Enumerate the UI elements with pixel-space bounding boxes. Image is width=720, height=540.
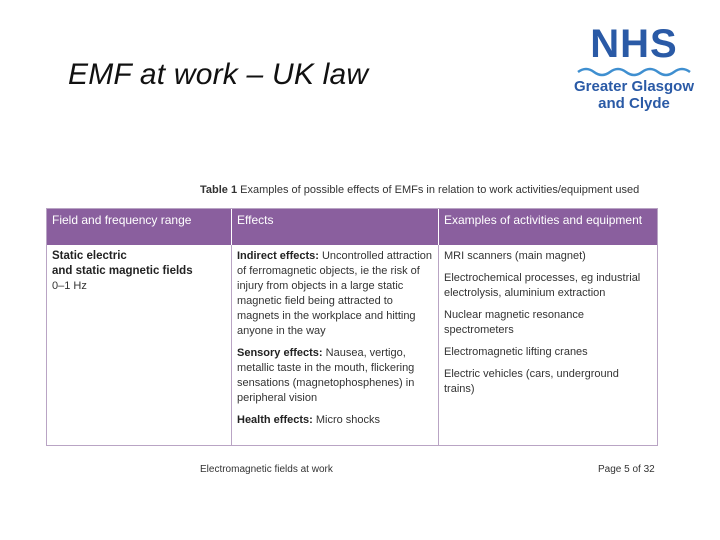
example-item: Electrochemical processes, eg industrial electrolysis, aluminium extraction bbox=[444, 272, 641, 299]
table-header-row bbox=[47, 209, 657, 245]
logo-nhs-text: NHS bbox=[590, 22, 678, 66]
footer-document-title: Electromagnetic fields at work bbox=[200, 464, 333, 475]
cell-examples bbox=[438, 245, 657, 445]
table-caption-label: Table 1 bbox=[200, 184, 238, 196]
cell-field-range bbox=[47, 245, 231, 445]
table-row bbox=[47, 245, 657, 445]
effect-sensory-label: Sensory effects: bbox=[237, 347, 323, 359]
field-line-1: Static electric bbox=[52, 250, 127, 262]
field-line-2: and static magnetic fields bbox=[52, 265, 193, 277]
effect-sensory bbox=[237, 346, 433, 406]
example-item: Electromagnetic lifting cranes bbox=[444, 346, 588, 358]
footer-page-number: Page 5 of 32 bbox=[598, 464, 655, 475]
effect-indirect bbox=[237, 249, 433, 339]
effect-health bbox=[237, 413, 433, 428]
logo-swoosh-icon bbox=[574, 64, 694, 78]
table-caption-text: Examples of possible effects of EMFs in relation to work activities/equipment used bbox=[240, 184, 640, 196]
header-field-range: Field and frequency range bbox=[52, 213, 192, 227]
effect-health-label: Health effects: bbox=[237, 414, 313, 426]
logo-line-1: Greater Glasgow bbox=[573, 78, 695, 95]
example-item: MRI scanners (main magnet) bbox=[444, 250, 586, 262]
header-examples: Examples of activities and equipment bbox=[438, 209, 657, 245]
effect-indirect-text: Uncontrolled attraction of ferromagnetic objects, ie the risk of injury from objects in a large static magnetic field being attracted to magnets in the workplace and hitting anyone in the way bbox=[237, 250, 433, 337]
field-range: 0–1 Hz bbox=[52, 280, 87, 292]
effect-indirect-label: Indirect effects: bbox=[237, 250, 319, 262]
cell-effects bbox=[231, 245, 438, 445]
logo-line-2: and Clyde bbox=[598, 95, 670, 112]
header-effects: Effects bbox=[231, 209, 438, 245]
effect-sensory-text: Nausea, vertigo, metallic taste in the mouth, flickering sensations (magnetophosphenes) in peripheral vision bbox=[237, 347, 415, 404]
effect-health-text: Micro shocks bbox=[315, 414, 381, 426]
slide-title: EMF at work – UK law bbox=[68, 58, 369, 91]
nhs-logo bbox=[568, 24, 700, 112]
table-caption bbox=[200, 184, 639, 196]
example-item: Nuclear magnetic resonance spectrometers bbox=[444, 309, 585, 336]
example-item: Electric vehicles (cars, underground trains) bbox=[444, 368, 619, 395]
emf-effects-table bbox=[46, 208, 658, 446]
